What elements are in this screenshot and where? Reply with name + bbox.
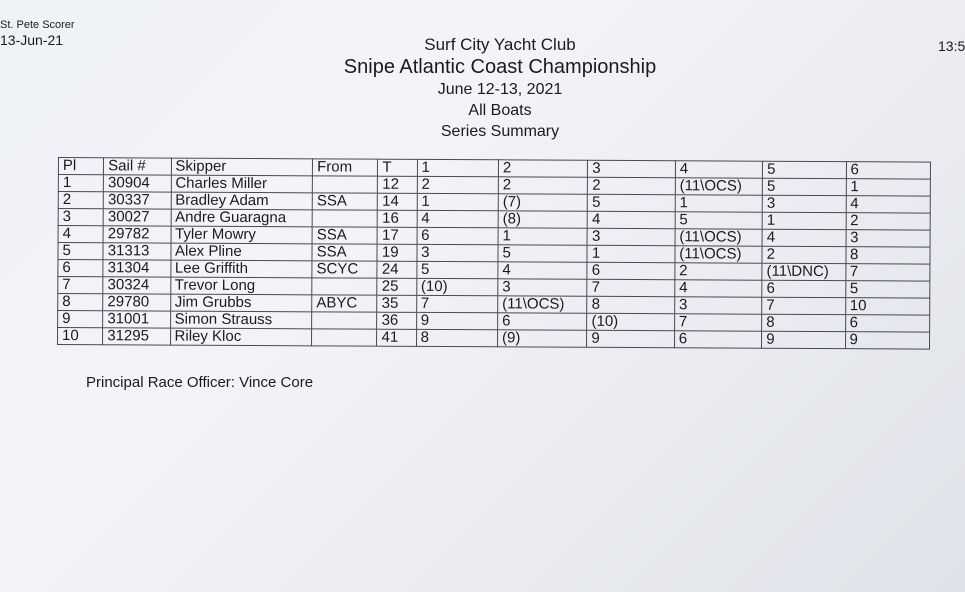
cell-race-3: 4: [588, 211, 675, 228]
event-dates: June 12-13, 2021: [437, 81, 563, 98]
cell-from: ABYC: [312, 295, 377, 312]
cell-race-4: 6: [674, 331, 761, 348]
scorer-block: [0, 18, 75, 48]
summary-label: Series Summary: [440, 123, 560, 140]
cell-sail-number: 31313: [103, 243, 170, 260]
col-header-race-1: 1: [417, 159, 498, 176]
cell-race-3: 2: [588, 177, 675, 194]
cell-skipper: Simon Strauss: [170, 311, 312, 329]
cell-place: 4: [58, 226, 103, 243]
cell-total: 19: [377, 244, 416, 261]
cell-race-5: (11\DNC): [762, 263, 845, 280]
print-time: 13:5: [938, 38, 965, 54]
cell-place: 2: [58, 192, 103, 209]
cell-skipper: Lee Griffith: [170, 260, 312, 278]
results-body: [58, 175, 931, 350]
cell-sail-number: 31304: [103, 260, 170, 277]
cell-from: SSA: [312, 244, 377, 261]
cell-race-3: 1: [587, 245, 674, 262]
cell-skipper: Andre Guaragna: [171, 209, 313, 227]
cell-race-6: 5: [845, 281, 930, 298]
cell-race-4: 7: [674, 314, 761, 331]
cell-race-3: 6: [587, 262, 674, 279]
cell-race-2: (9): [497, 330, 586, 347]
cell-race-4: 2: [675, 263, 762, 280]
cell-race-4: (11\OCS): [675, 178, 762, 195]
cell-race-4: 4: [675, 280, 762, 297]
cell-race-4: (11\OCS): [675, 229, 762, 246]
sheet-header: [290, 34, 710, 142]
cell-skipper: Alex Pline: [170, 243, 312, 261]
cell-race-1: 2: [417, 176, 498, 193]
cell-race-2: (7): [498, 194, 587, 211]
cell-race-6: 2: [846, 213, 931, 230]
cell-total: 35: [377, 295, 416, 312]
cell-race-1: 3: [417, 244, 498, 261]
col-header-total: T: [378, 159, 417, 176]
cell-from: SCYC: [312, 261, 377, 278]
cell-race-1: 9: [416, 312, 497, 329]
cell-race-3: (10): [587, 313, 674, 330]
scorer-name: St. Pete Scorer: [0, 19, 75, 31]
cell-race-1: (10): [416, 278, 497, 295]
cell-race-1: 1: [417, 193, 498, 210]
cell-from: SSA: [312, 193, 377, 210]
cell-race-2: 2: [498, 177, 587, 194]
cell-from: [312, 210, 377, 227]
cell-race-6: 9: [845, 332, 930, 349]
club-name: Surf City Yacht Club: [424, 35, 576, 54]
cell-skipper: Bradley Adam: [171, 192, 313, 210]
cell-race-2: 5: [498, 245, 587, 262]
cell-race-5: 2: [762, 246, 845, 263]
cell-race-5: 6: [762, 280, 845, 297]
cell-race-2: (11\OCS): [498, 296, 587, 313]
cell-race-5: 3: [762, 195, 845, 212]
cell-skipper: Jim Grubbs: [170, 294, 312, 312]
cell-race-5: 9: [762, 331, 845, 348]
col-header-race-2: 2: [498, 160, 587, 177]
cell-total: 16: [378, 210, 417, 227]
cell-place: 3: [58, 209, 103, 226]
cell-total: 24: [377, 261, 416, 278]
col-header-place: Pl: [58, 158, 103, 175]
col-header-skipper: Skipper: [171, 158, 313, 176]
cell-sail-number: 30904: [104, 175, 171, 192]
cell-place: 8: [58, 294, 103, 311]
cell-race-5: 1: [762, 212, 845, 229]
cell-sail-number: 29780: [103, 294, 170, 311]
cell-total: 12: [378, 176, 417, 193]
table-row: [58, 328, 930, 350]
cell-total: 41: [377, 329, 416, 346]
cell-from: [312, 176, 377, 193]
cell-total: 14: [378, 193, 417, 210]
cell-race-2: (8): [498, 211, 587, 228]
cell-race-5: 4: [762, 229, 845, 246]
cell-race-6: 1: [846, 179, 931, 196]
cell-sail-number: 31001: [103, 311, 170, 328]
cell-race-1: 7: [416, 295, 497, 312]
cell-total: 25: [377, 278, 416, 295]
results-table: [57, 157, 931, 350]
cell-total: 36: [377, 312, 416, 329]
cell-sail-number: 29782: [103, 226, 170, 243]
cell-from: [312, 329, 377, 346]
cell-race-4: (11\OCS): [675, 246, 762, 263]
cell-place: 9: [58, 311, 103, 328]
cell-race-3: 3: [587, 228, 674, 245]
cell-race-4: 3: [674, 297, 761, 314]
cell-race-3: 5: [588, 194, 675, 211]
cell-from: [312, 278, 377, 295]
cell-race-2: 6: [498, 313, 587, 330]
cell-race-2: 3: [498, 279, 587, 296]
cell-total: 17: [377, 227, 416, 244]
col-header-race-3: 3: [588, 160, 675, 177]
col-header-sail: Sail #: [104, 158, 171, 175]
cell-skipper: Trevor Long: [170, 277, 312, 295]
cell-place: 6: [58, 260, 103, 277]
cell-race-2: 1: [498, 228, 587, 245]
cell-sail-number: 30324: [103, 277, 170, 294]
col-header-from: From: [313, 159, 378, 176]
cell-race-6: 3: [846, 230, 931, 247]
cell-race-2: 4: [498, 262, 587, 279]
cell-race-6: 8: [845, 247, 930, 264]
cell-skipper: Riley Kloc: [170, 328, 312, 346]
cell-from: [312, 312, 377, 329]
cell-from: SSA: [312, 227, 377, 244]
principal-race-officer: Principal Race Officer: Vince Core: [86, 374, 314, 391]
fleet-name: All Boats: [468, 102, 532, 119]
cell-sail-number: 30027: [103, 209, 170, 226]
cell-race-6: 10: [845, 298, 930, 315]
cell-place: 10: [58, 328, 103, 345]
cell-race-6: 7: [845, 264, 930, 281]
cell-race-4: 5: [675, 212, 762, 229]
cell-skipper: Charles Miller: [171, 175, 313, 193]
col-header-race-5: 5: [763, 161, 846, 178]
cell-race-4: 1: [675, 195, 762, 212]
event-title: Snipe Atlantic Coast Championship: [343, 56, 657, 78]
cell-race-3: 8: [587, 296, 674, 313]
cell-race-3: 7: [587, 279, 674, 296]
cell-skipper: Tyler Mowry: [171, 226, 313, 244]
cell-race-5: 8: [762, 314, 845, 331]
print-date: 13-Jun-21: [0, 32, 64, 48]
cell-place: 5: [58, 243, 103, 260]
cell-race-1: 8: [416, 329, 497, 346]
col-header-race-6: 6: [846, 162, 931, 179]
cell-race-5: 5: [762, 178, 845, 195]
cell-place: 7: [58, 277, 103, 294]
cell-race-6: 6: [845, 315, 930, 332]
cell-race-5: 7: [762, 297, 845, 314]
cell-race-1: 6: [417, 227, 498, 244]
cell-race-6: 4: [846, 196, 931, 213]
cell-sail-number: 30337: [103, 192, 170, 209]
col-header-race-4: 4: [675, 161, 762, 178]
cell-sail-number: 31295: [103, 328, 170, 345]
cell-race-1: 4: [417, 210, 498, 227]
cell-place: 1: [58, 175, 103, 192]
cell-race-3: 9: [587, 330, 674, 347]
cell-race-1: 5: [416, 261, 497, 278]
